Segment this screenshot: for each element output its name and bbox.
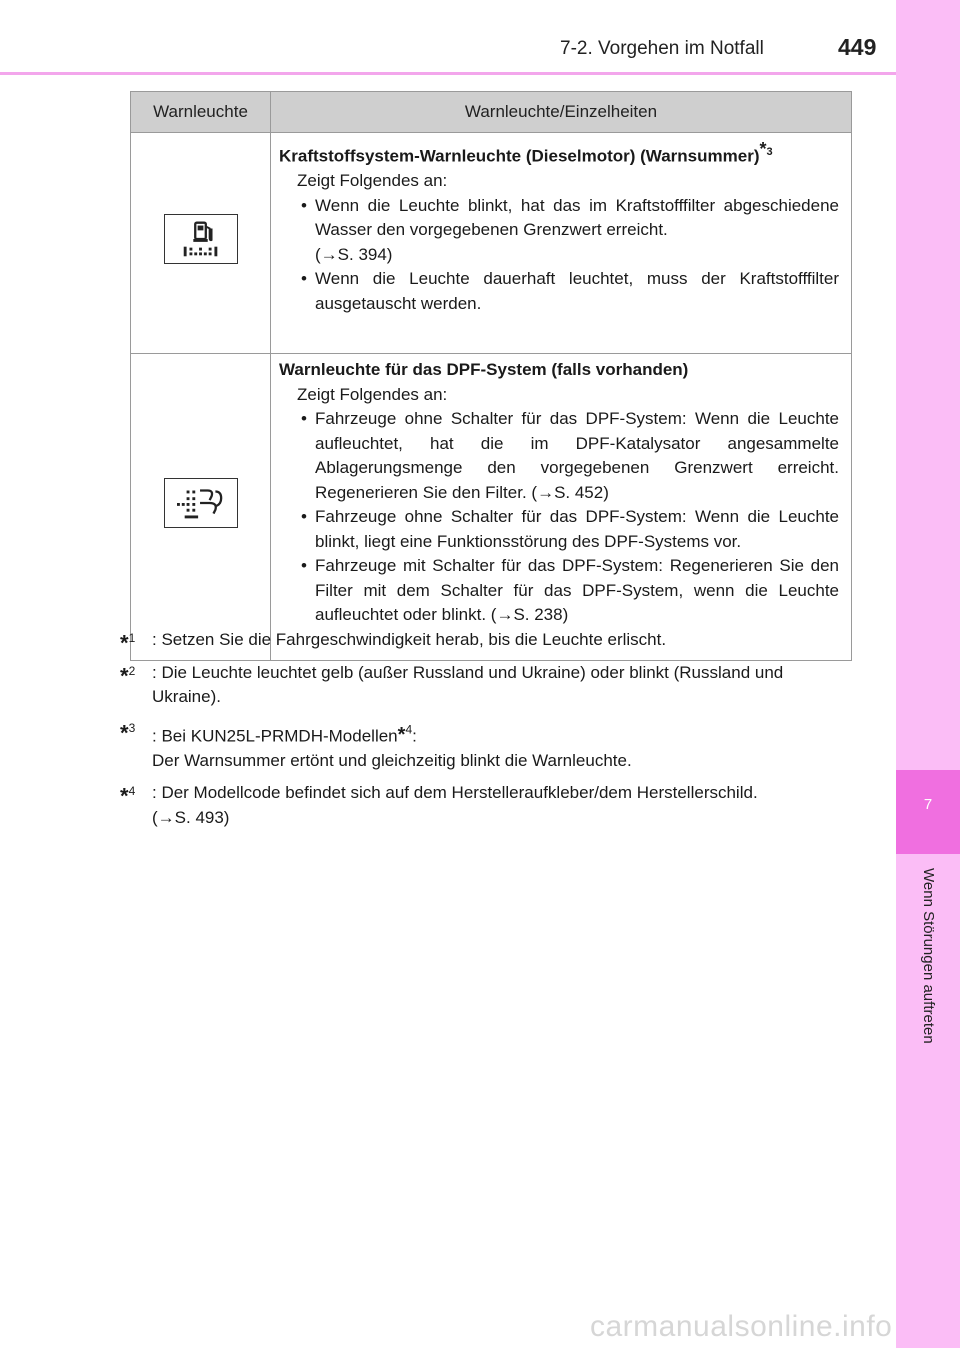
footnotes (120, 628, 848, 838)
table-header-row (131, 92, 852, 133)
item-title: Warnleuchte für das DPF-System (falls vorhanden) (279, 360, 689, 379)
item-intro: Zeigt Folgendes an: (297, 384, 448, 404)
list-item: • Wenn die Leuchte blinkt, hat das im Kraftstofffilter abgeschiedene Wasser den vorgegebenen Grenzwert erreicht. (→S. 394) (279, 194, 839, 268)
chapter-number: 7 (923, 796, 933, 813)
column-header-light: Warnleuchte (131, 92, 271, 133)
icon-cell (131, 354, 271, 661)
footnote-2: *$^2$ : Die Leuchte leuchtet gelb (außer Russland und Ukraine) oder blinkt (Russland und Ukraine). (120, 662, 784, 706)
warning-light-table (130, 91, 852, 661)
list-item: • Wenn die Leuchte dauerhaft leuchtet, muss der Kraftstofffilter ausgetauscht werden. (279, 267, 839, 316)
footnote-3: *$^3$ : Bei KUN25L-PRMDH-Modellen*$^4$: Der Warnsummer ertönt und gleichzeitig blinkt die Warnleuchte. (120, 719, 632, 770)
page-reference-link[interactable]: (→S. 394) (315, 244, 393, 264)
dpf-system-warning-icon (164, 478, 238, 528)
description-cell (271, 354, 852, 661)
page-number: 449 (838, 34, 877, 60)
page-reference-link[interactable]: (→S. 493) (152, 807, 230, 827)
description-cell (271, 133, 852, 354)
section-title: 7-2. Vorgehen im Notfall (560, 38, 764, 59)
icon-cell (131, 133, 271, 354)
table-row (131, 354, 852, 661)
footnote-4: *$^4$ : Der Modellcode befindet sich auf dem Herstelleraufkleber/dem Herstellerschild. (→S. 493) (120, 781, 848, 830)
list-item: • Fahrzeuge ohne Schalter für das DPF-System: Wenn die Leuchte blinkt, liegt eine Funktionsstörung des DPF-Systems vor. (279, 505, 839, 554)
item-title: Kraftstoffsystem-Warnleuchte (Dieselmotor) (Warnsummer)$^{*3}$ (279, 139, 773, 166)
item-intro: Zeigt Folgendes an: (297, 171, 448, 191)
watermark: carmanualsonline.info (590, 1310, 893, 1343)
fuel-system-warning-icon (164, 214, 238, 264)
header-rule (0, 72, 960, 75)
column-header-details: Warnleuchte/Einzelheiten (271, 92, 852, 133)
table-row (131, 133, 852, 354)
list-item: • Fahrzeuge ohne Schalter für das DPF-System: Wenn die Leuchte aufleuchtet, hat die im DPF-Katalysator angesammelte Ablagerungsmenge den vorgegebenen Grenzwert erreicht. Regenerieren Sie den Filter. (→S. 452) (279, 407, 839, 505)
footnote-1: *$^1$ : Setzen Sie die Fahrgeschwindigkeit herab, bis die Leuchte erlischt. (120, 630, 667, 656)
chapter-title: Wenn Störungen auftreten (920, 868, 937, 1044)
chapter-side-strip (896, 0, 960, 1348)
list-item: • Fahrzeuge mit Schalter für das DPF-System: Regenerieren Sie den Filter mit dem Schalter für das DPF-System, wenn die Leuchte aufleuchtet oder blinkt. (→S. 238) (279, 554, 839, 628)
